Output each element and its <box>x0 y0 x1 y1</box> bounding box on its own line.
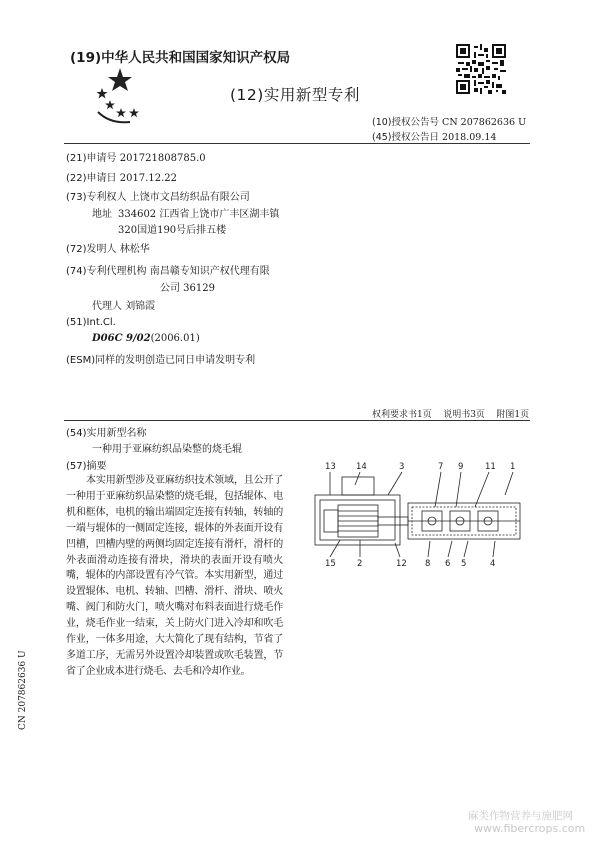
label-8: 8 <box>425 559 431 569</box>
label-12: 12 <box>396 559 407 569</box>
abstract-text <box>66 473 283 680</box>
office-text: 中华人民共和国国家知识产权局 <box>101 50 291 66</box>
application-date <box>66 169 177 184</box>
title-label: (54)实用新型名称 <box>66 428 147 439</box>
application-number <box>66 149 206 164</box>
intcl-code: D06C 9/02 <box>92 333 151 344</box>
app-date-label: (22)申请日 <box>66 173 117 184</box>
label-14: 14 <box>356 462 367 472</box>
label-7: 7 <box>438 462 444 472</box>
patentee-label: (73)专利权人 <box>66 192 127 203</box>
side-publication-number: CN 207862636 U <box>18 650 28 730</box>
label-13: 13 <box>325 462 336 472</box>
description-pages: 说明书3页 <box>443 410 485 420</box>
inventor-value: 林松华 <box>119 244 150 255</box>
app-no-value: 201721808785.0 <box>119 153 206 164</box>
label-11: 11 <box>485 462 496 472</box>
patentee-value: 上饶市文昌纺织品有限公司 <box>129 192 250 203</box>
agency-value: 南昌赣专知识产权代理有限 <box>149 266 270 277</box>
intcl-date: (2006.01) <box>150 333 200 344</box>
label-6: 6 <box>445 559 451 569</box>
pub-no-label: (10)授权公告号 <box>372 117 440 128</box>
section-rule <box>64 420 530 421</box>
doc-type <box>230 83 360 105</box>
intcl <box>92 333 200 344</box>
claims-pages: 权利要求书1页 <box>372 410 432 420</box>
label-1: 1 <box>510 462 516 472</box>
address-line-2: 320国道190号后排五楼 <box>118 225 227 236</box>
esm-note: (ESM)同样的发明创造已同日申请发明专利 <box>66 355 256 366</box>
publication-date <box>372 129 496 143</box>
abstract-figure <box>300 455 530 575</box>
label-9: 9 <box>458 462 464 472</box>
abstract-paragraph: 本实用新型涉及亚麻纺织技术领域，且公开了一种用于亚麻纺织品染整的烧毛辊，包括辊体、电机和框体，电机的输出端固定连接有转轴，转轴的一端与辊体的一侧固定连接，辊体的外表面开设有凹槽，凹槽内壁的两侧均固定连接有滑杆，滑杆的外表面滑动连接有滑块，滑块的表面开设有喷火嘴，辊体的内部设置有冷气管。本实用新型，通过设置辊体、电机、转轴、凹槽、滑杆、滑块、喷火嘴、阀门和防火门，喷火嘴对布料表面进行烧毛作业，烧毛作业一结束，关上防火门进入冷却和吹毛作业，一体多用途，大大简化了现有结构，节省了多道工序，无需另外设置冷却装置或吹毛装置，节省了企业成本进行烧毛、去毛和冷却作业。 <box>66 475 283 677</box>
pub-no-value: CN 207862636 U <box>442 117 527 128</box>
agent-label: 代理人 <box>92 301 122 312</box>
app-no-label: (21)申请号 <box>66 153 117 164</box>
inventor-label: (72)发明人 <box>66 244 117 255</box>
office-code: (19) <box>70 50 102 66</box>
publication-number <box>372 114 526 128</box>
inventor <box>66 240 150 255</box>
label-3: 3 <box>399 462 405 472</box>
qr-code-icon <box>456 44 506 94</box>
doc-type-text: 实用新型专利 <box>263 86 360 104</box>
pub-date-label: (45)授权公告日 <box>372 132 440 143</box>
doc-type-code: (12) <box>230 86 264 104</box>
utility-model-title: 一种用于亚麻纺织品染整的烧毛辊 <box>92 444 242 455</box>
agent <box>92 297 155 312</box>
emblem-icon <box>90 66 150 126</box>
address-label: 地址 <box>92 209 112 220</box>
pub-date-value: 2018.09.14 <box>442 132 497 143</box>
watermark-title: 麻类作物营养与施肥网 <box>468 810 573 822</box>
header-rule <box>64 143 530 144</box>
intcl-label: (51)Int.Cl. <box>66 317 116 328</box>
agent-value: 刘锦霞 <box>125 301 156 312</box>
label-15: 15 <box>325 559 336 569</box>
page-counts <box>372 407 529 420</box>
label-2: 2 <box>357 559 363 569</box>
office-name <box>70 46 290 66</box>
label-5: 5 <box>461 559 467 569</box>
watermark-url: www.fibercrops.com <box>474 822 586 835</box>
app-date-value: 2017.12.22 <box>119 173 177 184</box>
address-line-1: 334602 江西省上饶市广丰区湖丰镇 <box>118 209 280 220</box>
label-4: 4 <box>490 559 496 569</box>
abstract-label: (57)摘要 <box>66 461 107 472</box>
agency <box>66 262 270 277</box>
agency-line-2: 公司 36129 <box>160 283 215 294</box>
patentee <box>66 188 250 203</box>
agency-label: (74)专利代理机构 <box>66 266 147 277</box>
drawing-pages: 附图1页 <box>496 410 530 420</box>
